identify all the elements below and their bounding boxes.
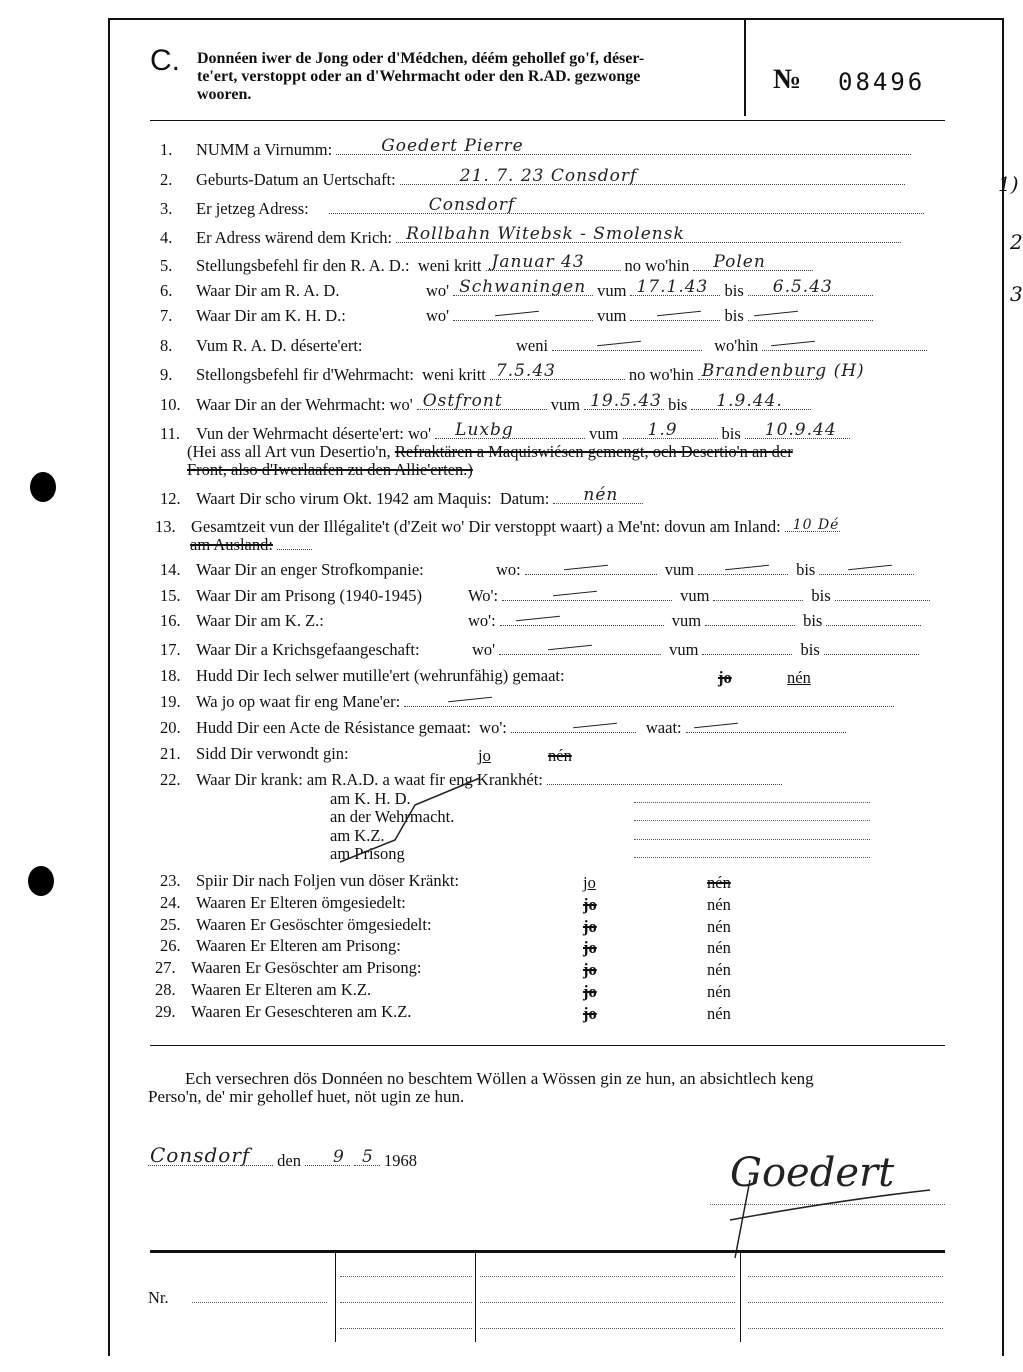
birth-field[interactable]	[400, 166, 905, 186]
row-label: Er Adress wärend dem Krich:	[196, 228, 393, 247]
jo-option-struck[interactable]: jo	[583, 1004, 597, 1023]
row-9	[150, 361, 865, 385]
row-26	[150, 936, 401, 956]
signature-strokes	[720, 1140, 950, 1260]
vum-field[interactable]	[630, 277, 720, 297]
row-label: Geburts-Datum an Uertschaft:	[196, 170, 396, 189]
row-number: 27.	[155, 958, 176, 977]
ausland-label: am Ausland:	[190, 535, 273, 554]
month-field[interactable]	[354, 1147, 380, 1167]
bis-label: bis	[724, 306, 744, 325]
row-19	[150, 692, 898, 712]
note-text: (Hei ass all Art vun Desertio'n,	[187, 442, 395, 461]
margin-mark-1: 1)	[998, 172, 1019, 196]
wo-label: Wo':	[468, 586, 499, 605]
row-number: 21.	[160, 744, 181, 763]
vum-label: vum	[597, 306, 627, 325]
vum-field[interactable]	[705, 611, 795, 626]
when-label: weni kritt	[417, 256, 482, 275]
table-cell-field[interactable]	[480, 1276, 735, 1277]
row-23	[150, 871, 459, 891]
bis-field[interactable]	[748, 277, 873, 297]
row-number: 16.	[160, 611, 181, 630]
month-value: 5	[361, 1147, 374, 1167]
row-number: 25.	[160, 915, 181, 934]
row-number: 1.	[160, 140, 173, 159]
section-rule	[150, 1045, 945, 1046]
inland-field[interactable]	[785, 517, 840, 532]
row-number: 9.	[160, 365, 173, 384]
bis-label: bis	[796, 560, 816, 579]
table-cell-field[interactable]	[748, 1276, 943, 1277]
jo-option-struck[interactable]: jo	[583, 917, 597, 936]
header-divider	[744, 20, 746, 116]
row-8	[150, 336, 931, 356]
row-4	[150, 224, 905, 248]
row-number: 12.	[160, 489, 181, 508]
desertion-note-line1	[187, 442, 793, 462]
row-number: 3.	[160, 199, 173, 218]
nen-option[interactable]: nén	[707, 982, 731, 1001]
vum-field[interactable]	[630, 306, 720, 321]
vum-field[interactable]	[702, 640, 792, 655]
illness-rad-field[interactable]	[547, 770, 782, 785]
row-number: 19.	[160, 692, 181, 711]
nen-option-struck[interactable]: nén	[707, 873, 731, 892]
row-11	[150, 420, 854, 444]
nr-field[interactable]	[192, 1302, 327, 1303]
row-number: 10.	[160, 395, 181, 414]
address-value: Consdorf	[428, 195, 516, 215]
table-cell-field[interactable]	[748, 1302, 943, 1303]
when-value: 7.5.43	[495, 361, 556, 381]
row-number: 18.	[160, 666, 181, 685]
war-address-value: Rollbahn Witebsk - Smolensk	[406, 224, 685, 244]
waat-field[interactable]	[686, 718, 846, 733]
note-struck-text: gemengt, och Desertio'n an der	[583, 442, 793, 461]
table-cell-field[interactable]	[340, 1302, 472, 1303]
section-title-line2: te'ert, verstoppt oder an d'Wehrmacht oder den R.AD. gezwonge	[197, 68, 641, 85]
margin-mark-3: 3	[1010, 282, 1023, 306]
row-29	[145, 1002, 411, 1022]
jo-option-struck[interactable]: jo	[583, 982, 597, 1001]
row-number: 14.	[160, 560, 181, 579]
wo-field[interactable]	[435, 420, 585, 440]
table-cell-field[interactable]	[480, 1328, 735, 1329]
row-label: Waaren Er Elteren am Prisong:	[196, 936, 401, 955]
row-5	[150, 252, 817, 276]
where-value: Brandenburg (H)	[701, 361, 865, 381]
header-rule	[150, 120, 945, 121]
nen-option[interactable]: nén	[707, 917, 731, 936]
where-field[interactable]	[762, 336, 927, 351]
table-divider	[475, 1252, 476, 1342]
nen-option-struck[interactable]: nén	[548, 746, 572, 765]
manner-field[interactable]	[404, 692, 894, 707]
nen-option[interactable]: nén	[707, 938, 731, 957]
row-label: Waar Dir am K. H. D.:	[196, 306, 346, 325]
where-value: Polen	[713, 252, 766, 272]
row-25	[150, 915, 432, 935]
ausland-line	[190, 535, 316, 555]
name-value: Goedert Pierre	[381, 136, 524, 156]
row-label: Vun der Wehrmacht déserte'ert:	[196, 424, 404, 443]
bis-label: bis	[668, 395, 688, 414]
table-cell-field[interactable]	[748, 1328, 943, 1329]
bis-field[interactable]	[748, 306, 873, 321]
address-field[interactable]	[329, 195, 924, 215]
row-label: Vum R. A. D. déserte'ert:	[196, 336, 363, 355]
wo-label: wo'	[472, 640, 496, 659]
vum-label: vum	[680, 586, 710, 605]
wo-field[interactable]	[453, 306, 593, 321]
row-label: Hudd Dir Iech selwer mutille'ert (wehrunfähig) gemaat:	[196, 666, 565, 685]
wo-field[interactable]	[525, 560, 657, 575]
row-1	[150, 136, 915, 160]
when-field[interactable]	[552, 336, 702, 351]
place-field[interactable]	[148, 1143, 273, 1167]
when-label: weni	[516, 336, 549, 355]
bis-value: 6.5.43	[772, 277, 833, 297]
bis-value: 10.9.44	[764, 420, 837, 440]
row-number: 20.	[160, 718, 181, 737]
row-number: 23.	[160, 871, 181, 890]
wo-label: wo'	[408, 424, 432, 443]
row-number: 22.	[160, 770, 181, 789]
row-label: Waaren Er Elteren ömgesiedelt:	[196, 893, 406, 912]
nen-option[interactable]: nén	[707, 960, 731, 979]
vum-value: 19.5.43	[590, 391, 662, 411]
inland-value: 10 Dé	[792, 517, 840, 533]
strike-slash-mark	[330, 770, 490, 865]
den-label: den	[277, 1151, 301, 1170]
row-13	[145, 517, 844, 537]
row-label: Waaren Er Gesöschter am Prisong:	[191, 958, 422, 977]
where-label: wo'hin	[714, 336, 759, 355]
jo-option-struck[interactable]: jo	[583, 960, 597, 979]
row-label: Waaren Er Elteren am K.Z.	[191, 980, 372, 999]
declaration-line1: Ech versechren dös Donnéen no beschtem Wöllen a Wössen gin ze hun, an absichtlech keng	[185, 1069, 814, 1088]
row-3	[150, 195, 928, 219]
row-number: 2.	[160, 170, 173, 189]
table-divider	[335, 1252, 336, 1342]
row-21	[150, 744, 349, 764]
illness-sub-prisong: am Prisong	[330, 844, 405, 863]
jo-option-struck[interactable]: jo	[583, 895, 597, 914]
jo-option-selected[interactable]: jo	[583, 873, 596, 892]
row-number: 4.	[160, 228, 173, 247]
row-label: Waaren Er Geseschteren am K.Z.	[191, 1002, 412, 1021]
section-letter: C.	[150, 44, 180, 77]
bis-field[interactable]	[826, 611, 921, 626]
place-value: Consdorf	[150, 1143, 251, 1167]
section-title-line3: wooren.	[197, 86, 252, 103]
table-cell-field[interactable]	[340, 1276, 472, 1277]
vum-label: vum	[664, 560, 695, 579]
row-label: Waar Dir a Krichsgefaangeschaft:	[196, 640, 420, 659]
illness-wehrmacht-field[interactable]	[634, 820, 870, 821]
row-label: Waar Dir an enger Strofkompanie:	[196, 560, 424, 579]
row-15	[150, 586, 934, 606]
vum-field[interactable]	[713, 586, 803, 601]
wo-field[interactable]	[502, 586, 672, 601]
wo-value: Luxbg	[455, 420, 514, 440]
when-value: Januar 43	[491, 252, 585, 272]
row-label: Waar Dir an der Wehrmacht:	[196, 395, 386, 414]
row-20	[150, 718, 850, 738]
wo-value: Ostfront	[422, 391, 503, 411]
section-title-line1: Donnéen iwer de Jong oder d'Médchen, déém gehollef go'f, déser-	[197, 50, 645, 67]
bis-label: bis	[800, 640, 820, 659]
bis-field[interactable]	[691, 391, 811, 411]
bis-label: bis	[803, 611, 823, 630]
row-number: 11.	[160, 424, 181, 443]
bis-value: 1.9.44.	[716, 391, 783, 411]
jo-option-struck[interactable]: jo	[718, 668, 732, 687]
row-label: Gesamtzeit vun der Illégalite't (d'Zeit wo' Dir verstoppt waart) a Me'nt: dovun am Inland:	[191, 517, 781, 536]
day-field[interactable]	[305, 1147, 350, 1167]
table-cell-field[interactable]	[480, 1302, 735, 1303]
row-label: Stellongsbefehl fir d'Wehrmacht:	[196, 365, 414, 384]
signature-date-line	[148, 1143, 417, 1171]
row-7	[150, 306, 877, 326]
row-number: 7.	[160, 306, 173, 325]
vum-label: vum	[669, 640, 699, 659]
wo-label: wo'	[389, 395, 413, 414]
nen-option[interactable]: nén	[707, 895, 731, 914]
vum-label: vum	[597, 281, 627, 300]
row-label: Stellungsbefehl fir den R. A. D.:	[196, 256, 410, 275]
wo-value: Schwaningen	[459, 277, 587, 297]
punch-hole-top	[30, 472, 56, 502]
row-number: 8.	[160, 336, 173, 355]
wo-label: wo'	[426, 281, 450, 300]
row-number: 17.	[160, 640, 181, 659]
row-10	[150, 391, 815, 415]
row-number: 13.	[155, 517, 176, 536]
birth-value: 21. 7. 23 Consdorf	[459, 166, 638, 186]
form-number: 08496	[838, 68, 926, 96]
row-label: Spiir Dir nach Foljen vun döser Kränkt:	[196, 871, 460, 890]
vum-label: vum	[550, 395, 581, 414]
row-label: Waar Dir am R. A. D.	[196, 281, 340, 300]
wo-field[interactable]	[453, 277, 593, 297]
nen-option[interactable]: nén	[707, 1004, 731, 1023]
illness-sub-khd: am K. H. D.	[330, 789, 411, 808]
vum-label: vum	[589, 424, 619, 443]
row-number: 29.	[155, 1002, 176, 1021]
row-label: Waar Dir krank: am R.A.D. a waat fir eng Krankhét:	[196, 770, 543, 789]
row-27	[145, 958, 422, 978]
row-label: Waart Dir scho virum Okt. 1942 am Maquis:	[196, 489, 492, 508]
nr-label: Nr.	[148, 1288, 169, 1307]
wo-label: wo'	[426, 306, 450, 325]
day-value: 9	[332, 1147, 345, 1167]
table-cell-field[interactable]	[340, 1328, 472, 1329]
bis-field[interactable]	[819, 560, 914, 575]
row-number: 24.	[160, 893, 181, 912]
row-18	[150, 666, 565, 686]
row-label: Hudd Dir een Acte de Résistance gemaat:	[196, 718, 471, 737]
datum-field[interactable]	[553, 485, 643, 505]
waat-label: waat:	[645, 718, 682, 737]
wo-label: wo':	[479, 718, 507, 737]
name-field[interactable]	[336, 136, 911, 156]
row-label: Waaren Er Gesöschter ömgesiedelt:	[196, 915, 432, 934]
row-28	[145, 980, 371, 1000]
row-label: Er jetzeg Adress:	[196, 199, 309, 218]
row-24	[150, 893, 406, 913]
where-label: no wo'hin	[624, 256, 690, 275]
ausland-field[interactable]	[277, 535, 312, 550]
number-sign: №	[773, 64, 802, 95]
table-divider	[740, 1252, 741, 1342]
bis-label: bis	[811, 586, 831, 605]
row-2	[150, 166, 909, 190]
where-field[interactable]	[693, 252, 813, 272]
bis-label: bis	[721, 424, 741, 443]
vum-field[interactable]	[584, 391, 664, 411]
war-address-field[interactable]	[396, 224, 901, 244]
illness-sub-wehrmacht: an der Wehrmacht.	[330, 807, 455, 826]
when-field[interactable]	[486, 252, 621, 272]
margin-mark-2: 2	[1010, 230, 1023, 254]
row-label: Sidd Dir verwondt gin:	[196, 744, 349, 763]
row-17	[150, 640, 923, 660]
row-label: NUMM a Virnumm:	[196, 140, 333, 159]
vum-field[interactable]	[623, 420, 718, 440]
vum-label: vum	[671, 611, 702, 630]
year-value: 1968	[383, 1151, 417, 1170]
wo-field[interactable]	[417, 391, 547, 411]
row-label: Waar Dir am K. Z.:	[196, 611, 324, 630]
nen-option-selected[interactable]: nén	[787, 668, 811, 687]
bis-field[interactable]	[745, 420, 850, 440]
note-struck-text: Refraktären a Maquiswiésen	[394, 442, 584, 461]
wo-field[interactable]	[511, 718, 636, 733]
wo-field[interactable]	[499, 640, 661, 655]
row-label: Waar Dir am Prisong (1940-1945)	[196, 586, 422, 605]
row-number: 15.	[160, 586, 181, 605]
signature: Goedert	[730, 1150, 895, 1196]
wo-label: wo:	[496, 560, 521, 579]
row-label: Wa jo op waat fir eng Mane'er:	[196, 692, 401, 711]
illness-kz-field[interactable]	[634, 839, 870, 840]
illness-khd-field[interactable]	[634, 802, 870, 803]
vum-value: 1.9	[647, 420, 678, 440]
desertion-note-line2: Front, also d'Iwerlaafen zu den Allie'erten.)	[187, 460, 473, 479]
bis-label: bis	[724, 281, 744, 300]
jo-option-selected[interactable]: jo	[478, 746, 491, 765]
row-14	[150, 560, 918, 580]
when-label: weni kritt	[422, 365, 486, 384]
datum-label: Datum:	[499, 489, 550, 508]
bis-field[interactable]	[824, 640, 919, 655]
punch-hole-bottom	[28, 866, 54, 896]
illness-sub-kz: am K.Z.	[330, 826, 385, 845]
row-12	[150, 485, 647, 509]
wo-field[interactable]	[500, 611, 664, 626]
bis-field[interactable]	[835, 586, 930, 601]
datum-value: nén	[583, 485, 619, 505]
jo-option-struck[interactable]: jo	[583, 938, 597, 957]
vum-field[interactable]	[698, 560, 788, 575]
row-number: 26.	[160, 936, 181, 955]
row-number: 6.	[160, 281, 173, 300]
declaration-line2: Perso'n, de' mir gehollef huet, nöt ugin ze hun.	[148, 1087, 465, 1106]
row-number: 5.	[160, 256, 173, 275]
footer-rule	[150, 1250, 945, 1253]
when-field[interactable]	[490, 361, 625, 381]
vum-value: 17.1.43	[636, 277, 709, 297]
illness-prisong-field[interactable]	[634, 857, 870, 858]
row-16	[150, 611, 925, 631]
row-number: 28.	[155, 980, 176, 999]
where-field[interactable]	[698, 361, 865, 381]
row-6	[150, 277, 877, 301]
wo-label: wo':	[468, 611, 496, 630]
where-label: no wo'hin	[628, 365, 694, 384]
